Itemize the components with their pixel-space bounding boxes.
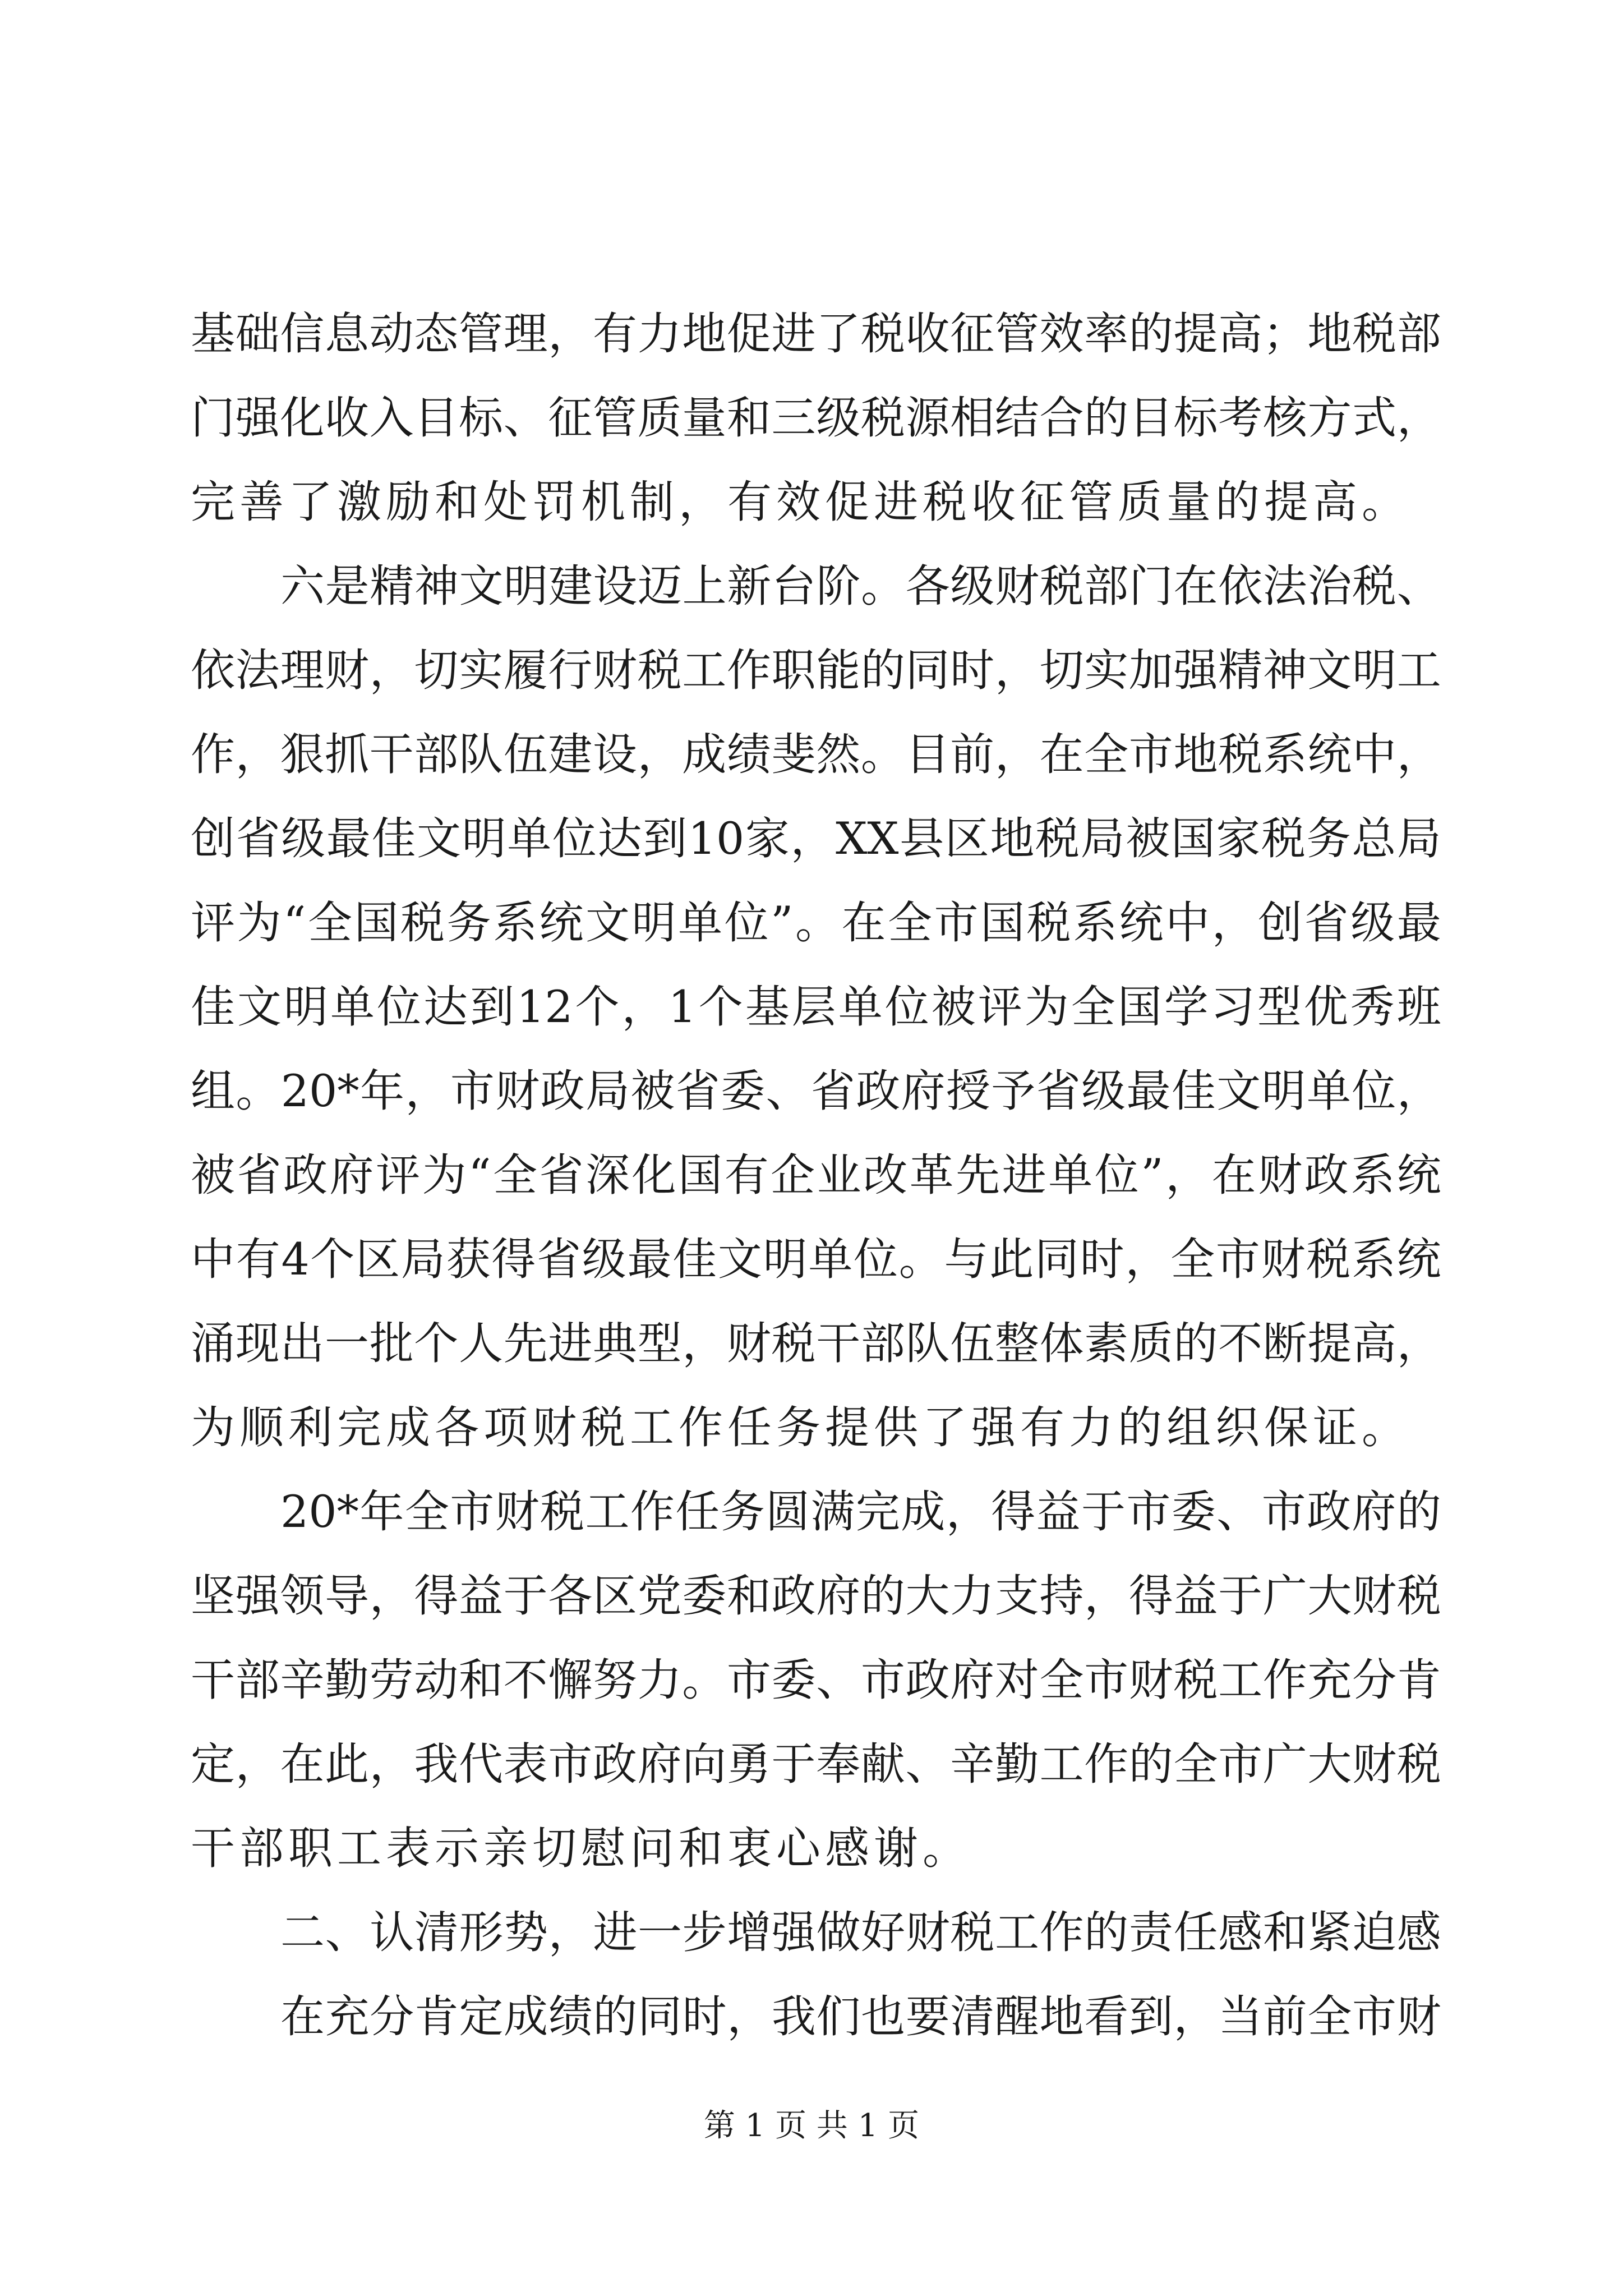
text-line: 定 ， 在 此 ， 我 代 表 市 政 府 向 勇 于 奉 献 、 辛 勤 工 作 的 全 市 广 大 财 税	[191, 1738, 1441, 1790]
text-line: 佳 文 明 单 位 达 到 12 个 ， 1 个 基 层 单 位 被 评 为 全 国 学 习 型 优 秀 班	[191, 981, 1441, 1033]
text-line: 涌 现 出 一 批 个 人 先 进 典 型 ， 财 税 干 部 队 伍 整 体 素 质 的 不 断 提 高 ，	[191, 1318, 1441, 1369]
text-line: 在 充 分 肯 定 成 绩 的 同 时 ， 我 们 也 要 清 醒 地 看 到 ， 当 前 全 市 财	[280, 1991, 1441, 2042]
text-line: 六 是 精 神 文 明 建 设 迈 上 新 台 阶 。 各 级 财 税 部 门 在 依 法 治 税 、	[280, 560, 1441, 612]
text-line: 干 部 职 工 表 示 亲 切 慰 问 和 衷 心 感 谢 。	[191, 1823, 971, 1874]
text-line: 基 础 信 息 动 态 管 理 ， 有 力 地 促 进 了 税 收 征 管 效 率 的 提 高 ； 地 税 部	[191, 308, 1441, 360]
document-body	[191, 292, 1441, 2059]
text-line: 组 。 20* 年 ， 市 财 政 局 被 省 委 、 省 政 府 授 予 省 级 最 佳 文 明 单 位 ，	[191, 1065, 1441, 1117]
text-line: 创 省 级 最 佳 文 明 单 位 达 到 10 家 ， XX 县 区 地 税 局 被 国 家 税 务 总 局	[191, 813, 1441, 864]
text-line: 作 ， 狠 抓 干 部 队 伍 建 设 ， 成 绩 斐 然 。 目 前 ， 在 全 市 地 税 系 统 中 ，	[191, 729, 1441, 780]
text-line: 20* 年 全 市 财 税 工 作 任 务 圆 满 完 成 ， 得 益 于 市 委 、 市 政 府 的	[280, 1486, 1441, 1538]
text-line: 完 善 了 激 励 和 处 罚 机 制 ， 有 效 促 进 税 收 征 管 质 量 的 提 高 。	[191, 476, 1410, 528]
text-line: 二 、 认 清 形 势 ， 进 一 步 增 强 做 好 财 税 工 作 的 责 任 感 和 紧 迫 感	[280, 1907, 1441, 1958]
text-line: 为 顺 利 完 成 各 项 财 税 工 作 任 务 提 供 了 强 有 力 的 组 织 保 证 。	[191, 1402, 1410, 1453]
text-line: 中 有 4 个 区 局 获 得 省 级 最 佳 文 明 单 位 。 与 此 同 时 ， 全 市 财 税 系 统	[191, 1234, 1441, 1285]
text-line: 评 为 “ 全 国 税 务 系 统 文 明 单 位 ” 。 在 全 市 国 税 系 统 中 ， 创 省 级 最	[191, 897, 1441, 949]
text-line: 坚 强 领 导 ， 得 益 于 各 区 党 委 和 政 府 的 大 力 支 持 ， 得 益 于 广 大 财 税	[191, 1570, 1441, 1622]
text-line: 门 强 化 收 入 目 标 、 征 管 质 量 和 三 级 税 源 相 结 合 的 目 标 考 核 方 式 ，	[191, 392, 1441, 444]
page-footer: 第 1 页 共 1 页	[703, 2108, 920, 2144]
text-line: 干 部 辛 勤 劳 动 和 不 懈 努 力 。 市 委 、 市 政 府 对 全 市 财 税 工 作 充 分 肯	[191, 1654, 1441, 1706]
text-line: 被 省 政 府 评 为 “ 全 省 深 化 国 有 企 业 改 革 先 进 单 位 ” ， 在 财 政 系 统	[191, 1149, 1441, 1201]
text-line: 依 法 理 财 ， 切 实 履 行 财 税 工 作 职 能 的 同 时 ， 切 实 加 强 精 神 文 明 工	[191, 645, 1441, 696]
